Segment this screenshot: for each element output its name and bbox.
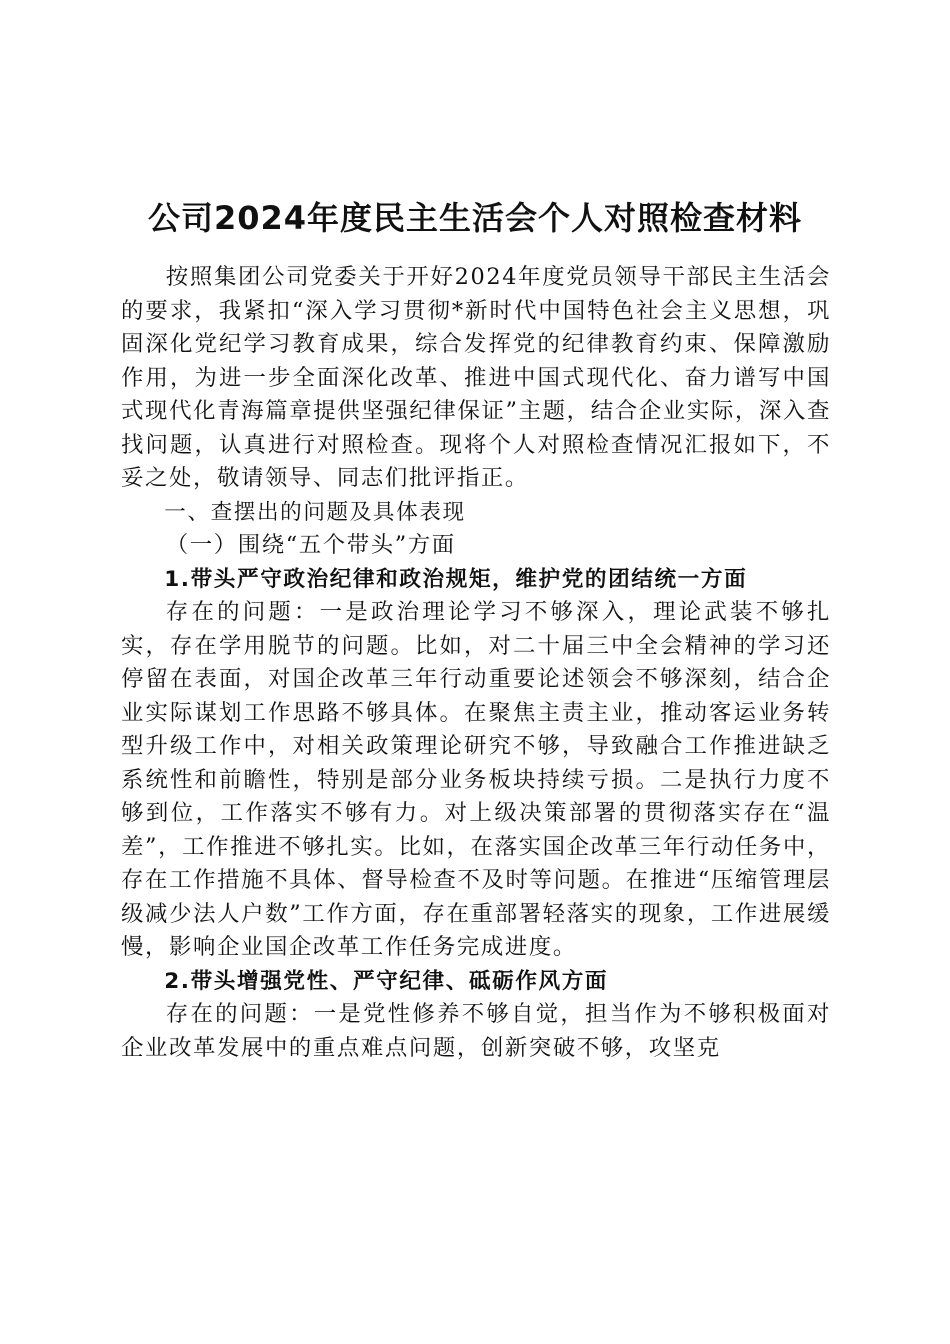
subsection-heading: （一）围绕“五个带头”方面 (165, 532, 456, 558)
document-body (121, 261, 831, 1065)
document-title: 公司2024年度民主生活会个人对照检查材料 (147, 199, 803, 237)
item-paragraph: 存在的问题：一是政治理论学习不够深入，理论武装不够扎实，存在学用脱节的问题。比如，对二十届三中全会精神的学习还停留在表面，对国企改革三年行动重要论述领会不够深刻，结合企业实际谋划工作思路不够具体。在聚焦主责主业，推动客运业务转型升级工作中，对相关政策理论研究不够，导致融合工作推进缺乏系统性和前瞻性，特别是部分业务板块持续亏损。二是执行力度不够到位，工作落实不够有力。对上级决策部署的贯彻落实存在“温差”，工作推进不够扎实。比如，在落实国企改革三年行动任务中，存在工作措施不具体、督导检查不及时等问题。在推进“压缩管理层级减少法人户数”工作方面，存在重部署轻落实的现象，工作进展缓慢，影响企业国企改革工作任务完成进度。 (121, 599, 831, 960)
item-heading: 1.带头严守政治纪律和政治规矩，维护党的团结统一方面 (164, 566, 748, 592)
item-paragraph: 存在的问题：一是党性修养不够自觉，担当作为不够积极面对企业改革发展中的重点难点问题，创新突破不够，攻坚克 (121, 1001, 831, 1061)
intro-paragraph: 按照集团公司党委关于开好2024年度党员领导干部民主生活会的要求，我紧扣“深入学习贯彻*新时代中国特色社会主义思想，巩固深化党纪学习教育成果，综合发挥党的纪律教育约束、保障激励作用，为进一步全面深化改革、推进中国式现代化、奋力谱写中国式现代化青海篇章提供坚强纪律保证”主题，结合企业实际，深入查找问题，认真进行对照检查。现将个人对照检查情况汇报如下，不妥之处，敬请领导、同志们批评指正。 (121, 264, 831, 491)
section-heading: 一、查摆出的问题及具体表现 (164, 499, 466, 525)
item-heading: 2.带头增强党性、严守纪律、砥砺作风方面 (164, 968, 609, 994)
